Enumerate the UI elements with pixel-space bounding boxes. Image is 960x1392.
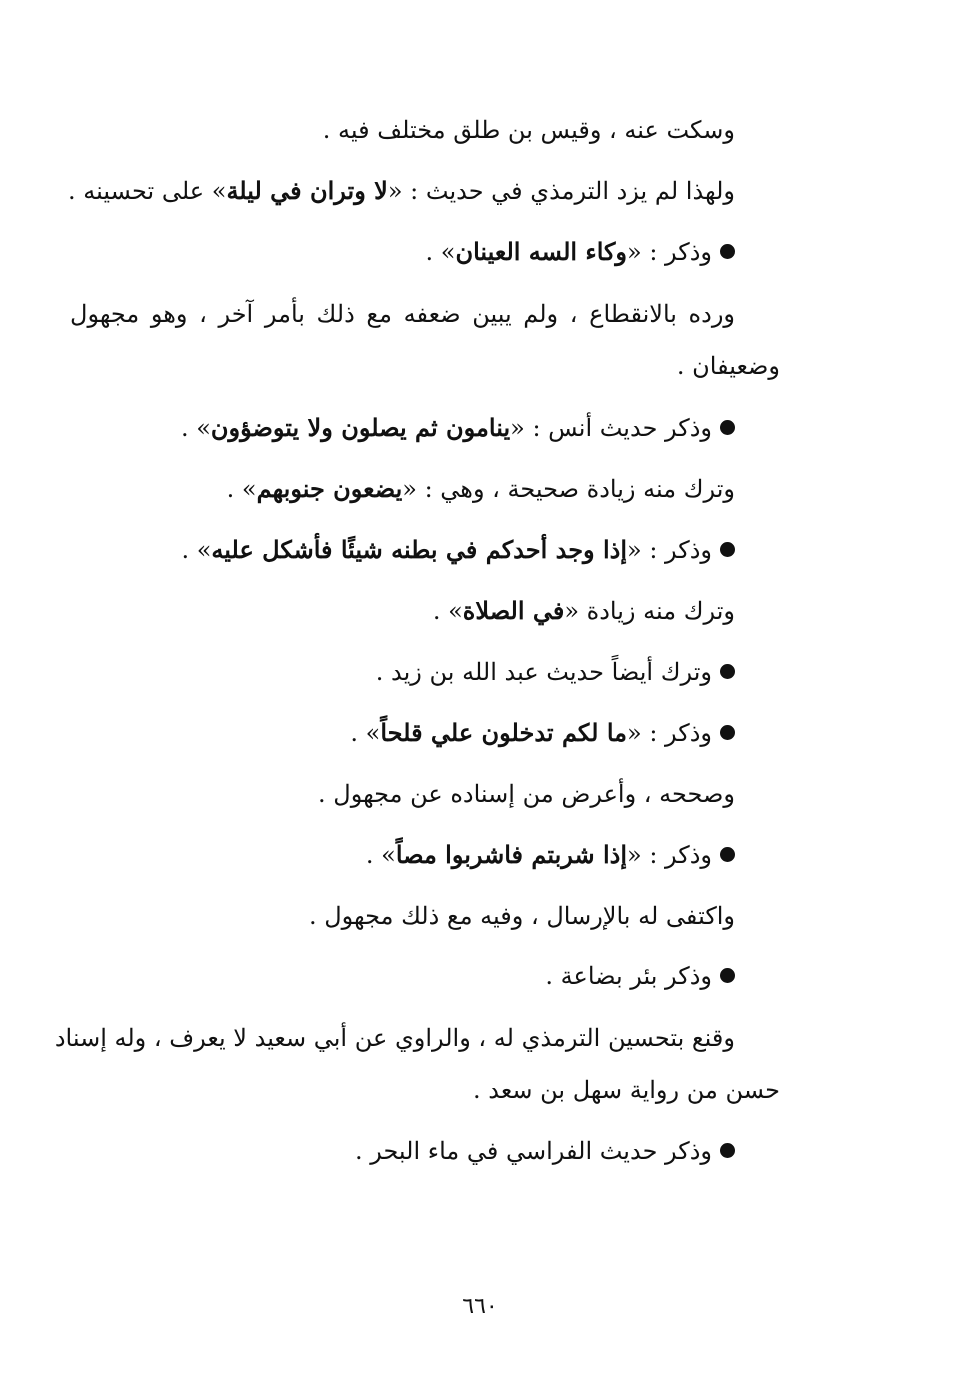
page-number: ٦٦٠ [462,1294,498,1319]
bullet-item: وذكر : «وكاء السه العينان» . [426,232,736,272]
text-line: ورده بالانقطاع ، ولم يبين ضعفه مع ذلك بأمر آخر ، وهو مجهول [70,300,735,328]
bullet-icon [720,664,735,679]
bullet-item: وذكر حديث الفراسي في ماء البحر . [355,1131,735,1171]
text-line: واكتفى له بالإرسال ، وفيه مع ذلك مجهول . [308,902,735,930]
bullet-icon [720,968,735,983]
bullet-icon [720,725,735,740]
bullet-icon [720,244,735,259]
bullet-icon [720,420,735,435]
text-line: وترك منه زيادة «في الصلاة» . [432,596,735,625]
bullet-item: وترك أيضاً حديث عبد الله بن زيد . [376,652,735,692]
text-line: حسن من رواية سهل بن سعد . [472,1076,780,1104]
text-line: وضعيفان . [676,352,780,380]
bullet-item: وذكر حديث أنس : «ينامون ثم يصلون ولا يتوضؤون» . [181,408,735,448]
text-line: وقنع بتحسين الترمذي له ، والراوي عن أبي سعيد لا يعرف ، وله إسناد [54,1024,735,1052]
bullet-item: وذكر : «إذا شربتم فاشربوا مصاً» . [366,835,735,875]
text-line: وسكت عنه ، وقيس بن طلق مختلف فيه . [322,116,735,144]
text-line: ولهذا لم يزد الترمذي في حديث : «لا وتران في ليلة» على تحسينه . [68,176,735,205]
bullet-icon [720,1143,735,1158]
bullet-item: وذكر : «ما لكم تدخلون علي قلحاً» . [350,713,735,753]
bullet-icon [720,847,735,862]
text-line: وصححه ، وأعرض من إسناده عن مجهول . [318,780,735,808]
bullet-icon [720,542,735,557]
bullet-item: وذكر بئر بضاعة . [545,956,735,996]
bullet-item: وذكر : «إذا وجد أحدكم في بطنه شيئًا فأشكل عليه» . [181,530,735,570]
text-line: وترك منه زيادة صحيحة ، وهي : «يضعون جنوبهم» . [226,474,735,503]
